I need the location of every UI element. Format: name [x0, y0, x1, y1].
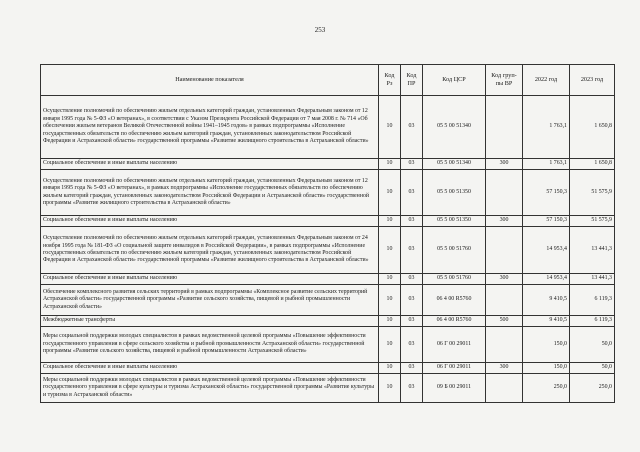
row-pr: 03 [401, 363, 423, 374]
row-csr: 06 Г 00 29011 [423, 327, 486, 363]
row-2023: 13 441,3 [570, 274, 615, 285]
row-csr: 05 5 00 51340 [423, 96, 486, 159]
row-rz: 10 [379, 374, 401, 403]
row-vr [486, 227, 523, 274]
row-rz: 10 [379, 327, 401, 363]
row-vr [486, 285, 523, 316]
header-vr: Код груп-пы ВР [486, 65, 523, 96]
row-rz: 10 [379, 285, 401, 316]
row-pr: 03 [401, 159, 423, 170]
row-2023: 1 650,8 [570, 159, 615, 170]
row-rz: 10 [379, 274, 401, 285]
row-2022: 150,0 [523, 363, 570, 374]
row-vr: 300 [486, 274, 523, 285]
row-name: Меры социальной поддержки молодых специалистов в рамках ведомственной целевой программы «Повышение эффективности государственного управления в сфере сельского хозяйства и рыбной промышленности Астраханской области» государственной программы «Развитие сельского хозяйства, пищевой и рыбной промышленности Астраханской области» [41, 327, 379, 363]
table-row [41, 374, 615, 403]
row-pr: 03 [401, 316, 423, 327]
header-2022: 2022 год [523, 65, 570, 96]
row-vr [486, 374, 523, 403]
row-pr: 03 [401, 374, 423, 403]
row-vr [486, 96, 523, 159]
header-2023: 2023 год [570, 65, 615, 96]
header-rz: Код Рз [379, 65, 401, 96]
row-vr: 300 [486, 216, 523, 227]
table-row [41, 96, 615, 159]
row-pr: 03 [401, 170, 423, 216]
row-vr [486, 327, 523, 363]
row-csr: 05 5 00 51350 [423, 170, 486, 216]
header-csr: Код ЦСР [423, 65, 486, 96]
row-2022: 14 953,4 [523, 227, 570, 274]
row-2022: 14 953,4 [523, 274, 570, 285]
row-pr: 03 [401, 285, 423, 316]
budget-table [40, 64, 615, 403]
row-rz: 10 [379, 316, 401, 327]
table-row [41, 316, 615, 327]
row-csr: 06 4 00 R5760 [423, 285, 486, 316]
row-rz: 10 [379, 216, 401, 227]
row-rz: 10 [379, 227, 401, 274]
row-name: Осуществление полномочий по обеспечению жильем отдельных категорий граждан, установленных Федеральным законом от 24 ноября 1995 года № 181-ФЗ «О социальной защите инвалидов в Российской Федерации», в рамках подпрограммы «Исполнение государственных обязательств по обеспечению жильем категорий граждан, установленных законодательством Российской Федерации и Астраханской области» государственной программы «Развитие жилищного строительства в Астраханской области» [41, 227, 379, 274]
row-name: Осуществление полномочий по обеспечению жильем отдельных категорий граждан, установленных Федеральным законом от 12 января 1995 года № 5-ФЗ «О ветеранах», в соответствии с Указом Президента Российской Федерации от 7 мая 2008 г. № 714 «Об обеспечении жильем ветеранов Великой Отечественной войны 1941–1945 годов» в рамках подпрограммы «Исполнение государственных обязательств по обеспечению жильем категорий граждан, установленных законодательством Российской Федерации и Астраханской области» государственной программы «Развитие жилищного строительства в Астраханской области» [41, 96, 379, 159]
row-2023: 13 441,3 [570, 227, 615, 274]
row-2022: 9 410,5 [523, 285, 570, 316]
row-2023: 51 575,9 [570, 170, 615, 216]
row-2023: 50,0 [570, 327, 615, 363]
row-2022: 1 763,1 [523, 96, 570, 159]
table-row [41, 327, 615, 363]
row-rz: 10 [379, 96, 401, 159]
row-name: Меры социальной поддержки молодых специалистов в рамках ведомственной целевой программы «Повышение эффективности государственного управления в сфере культуры и туризма Астраханской области» государственной программы «Развитие культуры и туризма в Астраханской области» [41, 374, 379, 403]
row-csr: 05 5 00 51340 [423, 159, 486, 170]
row-vr: 500 [486, 316, 523, 327]
page-number: 253 [314, 26, 326, 34]
row-vr: 300 [486, 363, 523, 374]
row-csr: 05 5 00 51760 [423, 227, 486, 274]
row-pr: 03 [401, 274, 423, 285]
table-row [41, 274, 615, 285]
row-csr: 06 4 00 R5760 [423, 316, 486, 327]
row-2023: 6 119,3 [570, 316, 615, 327]
row-rz: 10 [379, 170, 401, 216]
header-name: Наименование показателя [41, 65, 379, 96]
row-name: Осуществление полномочий по обеспечению жильем отдельных категорий граждан, установленных Федеральным законом от 12 января 1995 года № 5-ФЗ «О ветеранах», в рамках подпрограммы «Исполнение государственных обязательств по обеспечению жильем категорий граждан, установленных законодательством Российской Федерации и Астраханской области» государственной программы «Развитие жилищного строительства в Астраханской области» [41, 170, 379, 216]
row-2023: 6 119,3 [570, 285, 615, 316]
row-pr: 03 [401, 216, 423, 227]
row-name: Социальное обеспечение и иные выплаты населению [41, 216, 379, 227]
row-2022: 150,0 [523, 327, 570, 363]
row-rz: 10 [379, 363, 401, 374]
row-pr: 03 [401, 327, 423, 363]
table-row [41, 363, 615, 374]
row-2022: 57 150,3 [523, 170, 570, 216]
row-csr: 06 Г 00 29011 [423, 363, 486, 374]
row-2022: 9 410,5 [523, 316, 570, 327]
row-name: Социальное обеспечение и иные выплаты населению [41, 159, 379, 170]
table-row [41, 285, 615, 316]
table-row [41, 216, 615, 227]
row-vr [486, 170, 523, 216]
header-row [41, 65, 615, 96]
table-row [41, 170, 615, 216]
row-rz: 10 [379, 159, 401, 170]
row-2022: 1 763,1 [523, 159, 570, 170]
row-name: Обеспечение комплексного развития сельских территорий в рамках подпрограммы «Комплексное развитие сельских территорий Астраханской области» государственной программы «Развитие сельского хозяйства, пищевой и рыбной промышленности Астраханской области» [41, 285, 379, 316]
row-csr: 05 5 00 51760 [423, 274, 486, 285]
row-name: Социальное обеспечение и иные выплаты населению [41, 274, 379, 285]
row-vr: 300 [486, 159, 523, 170]
table-row [41, 227, 615, 274]
row-2023: 51 575,9 [570, 216, 615, 227]
row-2023: 250,0 [570, 374, 615, 403]
table-row [41, 159, 615, 170]
row-2022: 250,0 [523, 374, 570, 403]
header-pr: Код ПР [401, 65, 423, 96]
row-2023: 1 650,8 [570, 96, 615, 159]
row-csr: 09 Б 00 29011 [423, 374, 486, 403]
row-pr: 03 [401, 96, 423, 159]
row-name: Социальное обеспечение и иные выплаты населению [41, 363, 379, 374]
row-2022: 57 150,3 [523, 216, 570, 227]
row-2023: 50,0 [570, 363, 615, 374]
row-csr: 05 5 00 51350 [423, 216, 486, 227]
row-name: Межбюджетные трансферты [41, 316, 379, 327]
row-pr: 03 [401, 227, 423, 274]
